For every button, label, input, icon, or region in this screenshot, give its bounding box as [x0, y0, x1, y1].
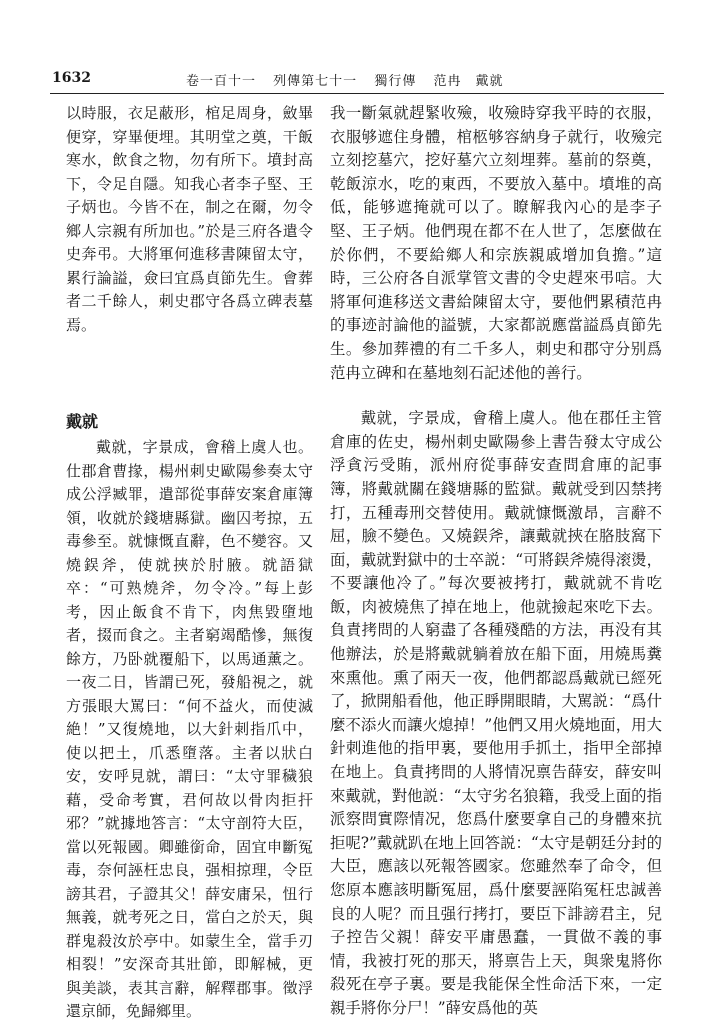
section-title-dai-jiu: 戴就: [66, 412, 99, 431]
modern-translation-column: [330, 102, 662, 1021]
translation-paragraph-dai-jiu: 戴就，字景成，會稽上虞人。他在郡任主管倉庫的佐史，楊州刺史歐陽參上書告發太守成公浮貪污受賄，派州府從事薛安查問倉庫的記事簿，將戴就關在錢塘縣的監獄。戴就受到囚禁拷打，五種毒刑交替使用。戴就慷慨激昂，言辭不屈，臉不變色。又燒鋘斧，讓戴就挾在胳肢窩下面，戴就對獄中的士卒説：“可將鋘斧燒得滚燙，不要讓他冷了。”每次要被拷打，戴就就不肯吃飯，肉被燒焦了掉在地上，他就撿起來吃下去。負責拷問的人窮盡了各種殘酷的方法，再没有其他辦法，於是將戴就躺着放在船下面，用燒馬糞來熏他。熏了兩天一夜，他們都認爲戴就已經死了，掀開船看他，他正睜開眼睛，大駡説：“爲什麼不添火而讓火熄掉！”他們又用火燒地面，用大針刺進他的指甲裏，要他用手抓土，指甲全部掉在地上。負責拷問的人將情况禀告薛安，薛安叫來戴就，對他説：“太守劣名狼籍，我受上面的指派察問實際情况，您爲什麼要拿自己的身體來抗拒呢?”戴就趴在地上回答説：“太守是朝廷分封的大臣，應該以死報答國家。您雖然奉了命令，但您原本應該明斷冤屈，爲什麼要誣陷冤枉忠誠善良的人呢？而且强行拷打，要臣下誹謗君主，兒子控告父親！薛安平庸愚蠢，一貫做不義的事情，我被打死的那天，將禀告上天，與衆鬼將你殺死在亭子裏。要是我能保全性命活下來，一定親手將你分尸！”薛安爲他的英: [330, 409, 662, 1017]
running-head-section: 列傳第七十一: [273, 74, 358, 89]
running-head-persons: 范冉 戴就: [433, 74, 504, 89]
running-head: [186, 70, 515, 89]
header-rule: [50, 93, 664, 94]
translation-paragraph-fan-ran: 我一斷氣就趕緊收殮，收殮時穿我平時的衣服，衣服够遮住身體，棺柩够容納身子就行，收殮完立刻挖墓穴，挖好墓穴立刻埋葬。墓前的祭奠，乾飯涼水，吃的東西，不要放入墓中。墳堆的高低，能够遮掩就可以了。瞭解我內心的是李子堅、王子炳。他們現在都不在人世了，怎麼做在於你們，不要給鄉人和宗族親戚增加負擔。”這時，三公府各自派掌管文書的令史趕來弔唁。大將軍何進移送文書給陳留太守，要他們累積范冉的事迹討論他的謚號，大家都説應當謚爲貞節先生。參加葬禮的有二千多人，刺史和郡守分别爲范冉立碑和在墓地刻石記述他的善行。: [330, 104, 662, 382]
classical-text-column: [66, 102, 313, 1024]
page-number: 1632: [52, 70, 91, 86]
running-head-chapter: 獨行傳: [374, 74, 417, 89]
classical-paragraph-fan-ran: 以時服，衣足蔽形，棺足周身，斂畢便穿，穿畢便埋。其明堂之奠，干飯寒水，飲食之物，勿有所下。墳封高下，令足自隱。知我心者李子堅、王子炳也。今皆不在，制之在爾，勿令鄉人宗親有所加也。”於是三府各遣令史奔弔。大將軍何進移書陳留太守，累行論謚，僉曰宜爲貞節先生。會葬者二千餘人，刺史郡守各爲立碑表墓焉。: [66, 104, 313, 334]
running-head-volume: 卷一百十一: [186, 74, 257, 89]
classical-paragraph-dai-jiu: 戴就，字景成，會稽上虞人也。仕郡倉曹掾，楊州刺史歐陽參奏太守成公浮臧罪，遣部從事薛安案倉庫簿領，收就於錢塘縣獄。幽囚考掠，五毒參至。就慷慨直辭，色不變容。又燒鋘斧，使就挾於肘腋。就語獄卒：“可熟燒斧，勿令冷。”每上彭考，因止飯食不肯下，肉焦毀墮地者，掇而食之。主者窮竭酷慘，無復餘方，乃卧就覆船下，以馬通薰之。一夜二日，皆謂已死，發船視之，就方張眼大罵曰：“何不益火，而使滅絶！”又復燒地，以大針刺指爪中，使以把土，爪悉墮落。主者以狀白安，安呼見就，謂曰：“太守罪穢狼藉，受命考實，君何故以骨肉拒扞邪？”就據地答言：“太守剖符大臣，當以死報國。卿雖銜命，固宜申斷冤毒，奈何誣枉忠良，强相掠理，令臣謗其君，子證其父！薛安庸呆，忸行無義，就考死之日，當白之於天，與群鬼殺汝於亭中。如蒙生全，當手刃相裂！”安深奇其壯節，即解械，更與美談，表其言辭，解釋郡事。徵浮還京師，免歸鄉里。: [66, 438, 313, 1020]
